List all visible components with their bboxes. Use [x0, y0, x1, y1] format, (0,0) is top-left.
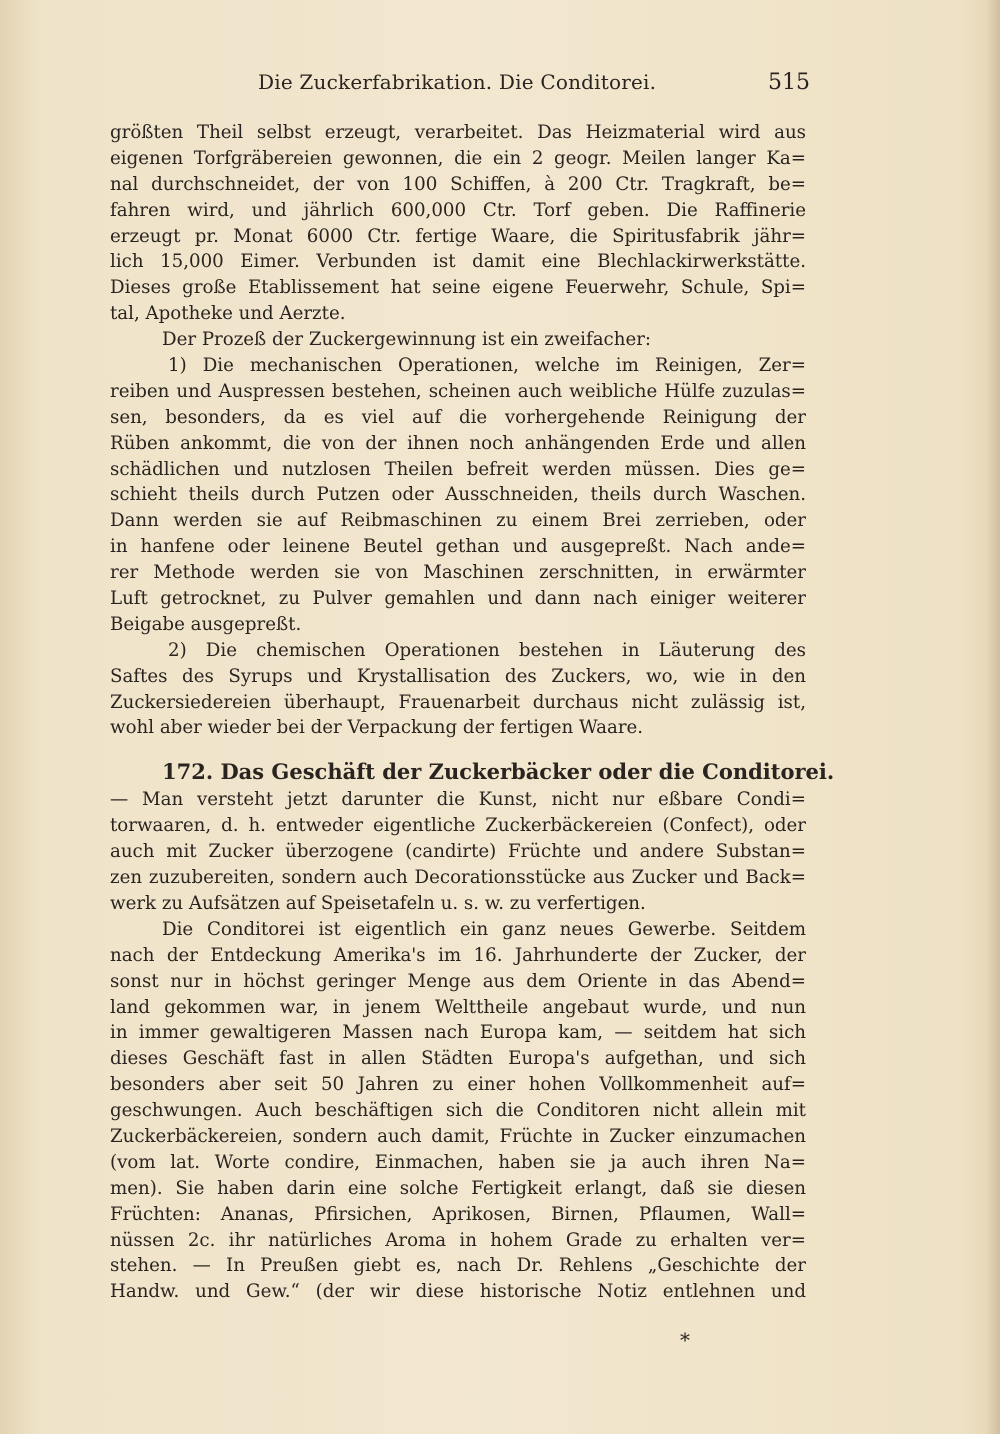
text-line: Dann werden sie auf Reibmaschinen zu einem Brei zerrieben, oder: [110, 510, 806, 532]
footnote-asterisk: *: [680, 1328, 690, 1352]
text-line: nal durchschneidet, der von 100 Schiffen, à 200 Ctr. Tragkraft, be=: [110, 173, 806, 195]
text-line: Der Prozeß der Zuckergewinnung ist ein zweifacher:: [162, 329, 652, 351]
text-line: auch mit Zucker überzogene (candirte) Früchte und andere Substan=: [110, 841, 806, 863]
text-line: wohl aber wieder bei der Verpackung der fertigen Waare.: [110, 717, 644, 739]
running-title: Die Zuckerfabrikation. Die Conditorei.: [258, 70, 657, 94]
text-line: Handw. und Gew.“ (der wir diese historische Notiz entlehnen und: [110, 1281, 806, 1303]
page-header: [110, 70, 810, 106]
text-line: 1) Die mechanischen Operationen, welche im Reinigen, Zer=: [168, 355, 806, 377]
text-line: sen, besonders, da es viel auf die vorhergehende Reinigung der: [110, 406, 806, 428]
text-line: schieht theils durch Putzen oder Ausschneiden, theils durch Waschen.: [110, 484, 806, 506]
text-line: Zuckersiedereien überhaupt, Frauenarbeit durchaus nicht zulässig ist,: [110, 691, 806, 713]
text-line: dieses Geschäft fast in allen Städten Europa's aufgethan, und sich: [110, 1048, 806, 1070]
text-line: lich 15,000 Eimer. Verbunden ist damit eine Blechlackirwerkstätte.: [110, 251, 806, 273]
text-line: zen zuzubereiten, sondern auch Decorationsstücke aus Zucker und Back=: [110, 867, 806, 889]
text-line: rer Methode werden sie von Maschinen zerschnitten, in erwärmter: [110, 562, 806, 584]
text-line: nach der Entdeckung Amerika's im 16. Jahrhunderte der Zucker, der: [110, 944, 806, 966]
text-line: Die Conditorei ist eigentlich ein ganz neues Gewerbe. Seitdem: [162, 918, 806, 940]
text-line: men). Sie haben darin eine solche Fertigkeit erlangt, daß sie diesen: [110, 1177, 806, 1199]
text-line: eigenen Torfgräbereien gewonnen, die ein 2 geogr. Meilen langer Ka=: [110, 147, 806, 169]
text-line: werk zu Aufsätzen auf Speisetafeln u. s. w. zu verfertigen.: [110, 892, 646, 914]
text-line: in immer gewaltigeren Massen nach Europa kam, — seitdem hat sich: [110, 1022, 806, 1044]
text-line: fahren wird, und jährlich 600,000 Ctr. Torf geben. Die Raffinerie: [110, 199, 806, 221]
text-line: reiben und Auspressen bestehen, scheinen auch weibliche Hülfe zuzulas=: [110, 380, 806, 402]
text-line: größten Theil selbst erzeugt, verarbeitet. Das Heizmaterial wird aus: [110, 122, 806, 143]
text-line: Rüben ankommt, die von der ihnen noch anhängenden Erde und allen: [110, 432, 806, 454]
text-line: Zuckerbäckereien, sondern auch damit, Früchte in Zucker einzumachen: [110, 1125, 806, 1147]
section-heading: 172. Das Geschäft der Zuckerbäcker oder die Conditorei.: [162, 759, 835, 785]
text-line: Dieses große Etablissement hat seine eigene Feuerwehr, Schule, Spi=: [110, 277, 806, 299]
text-line: stehen. — In Preußen giebt es, nach Dr. Rehlens „Geschichte der: [110, 1255, 806, 1277]
text-line: — Man versteht jetzt darunter die Kunst, nicht nur eßbare Condi=: [110, 789, 806, 811]
text-line: nüssen 2c. ihr natürliches Aroma in hohem Grade zu erhalten ver=: [110, 1229, 806, 1251]
text-line: torwaaren, d. h. entweder eigentliche Zuckerbäckereien (Confect), oder: [110, 815, 806, 837]
section-heading-line: [110, 757, 835, 787]
text-line: Saftes des Syrups und Krystallisation des Zuckers, wo, wie in den: [110, 665, 806, 687]
text-line: (vom lat. Worte condire, Einmachen, haben sie ja auch ihren Na=: [110, 1151, 806, 1173]
text-line: geschwungen. Auch beschäftigen sich die Conditoren nicht allein mit: [110, 1100, 806, 1122]
text-line: erzeugt pr. Monat 6000 Ctr. fertige Waare, die Spiritusfabrik jähr=: [110, 225, 806, 247]
section-gap: [110, 741, 806, 757]
text-line: Früchten: Ananas, Pfirsichen, Aprikosen, Birnen, Pflaumen, Wall=: [110, 1203, 806, 1225]
text-line: sonst nur in höchst geringer Menge aus dem Oriente in das Abend=: [110, 970, 806, 992]
text-line: 2) Die chemischen Operationen bestehen in Läuterung des: [168, 639, 806, 661]
body-text: [110, 120, 835, 1305]
text-line: land gekommen war, in jenem Welttheile angebaut wurde, und nun: [110, 996, 806, 1018]
text-line: besonders aber seit 50 Jahren zu einer hohen Vollkommenheit auf=: [110, 1074, 806, 1096]
text-line: Beigabe ausgepreßt.: [110, 613, 302, 635]
text-line: Luft getrocknet, zu Pulver gemahlen und dann nach einiger weiterer: [110, 588, 806, 610]
text-line: schädlichen und nutzlosen Theilen befreit werden müssen. Dies ge=: [110, 458, 806, 480]
text-line: tal, Apotheke und Aerzte.: [110, 303, 346, 325]
page-number: 515: [768, 70, 810, 95]
text-line: in hanfene oder leinene Beutel gethan und ausgepreßt. Nach ande=: [110, 536, 806, 558]
